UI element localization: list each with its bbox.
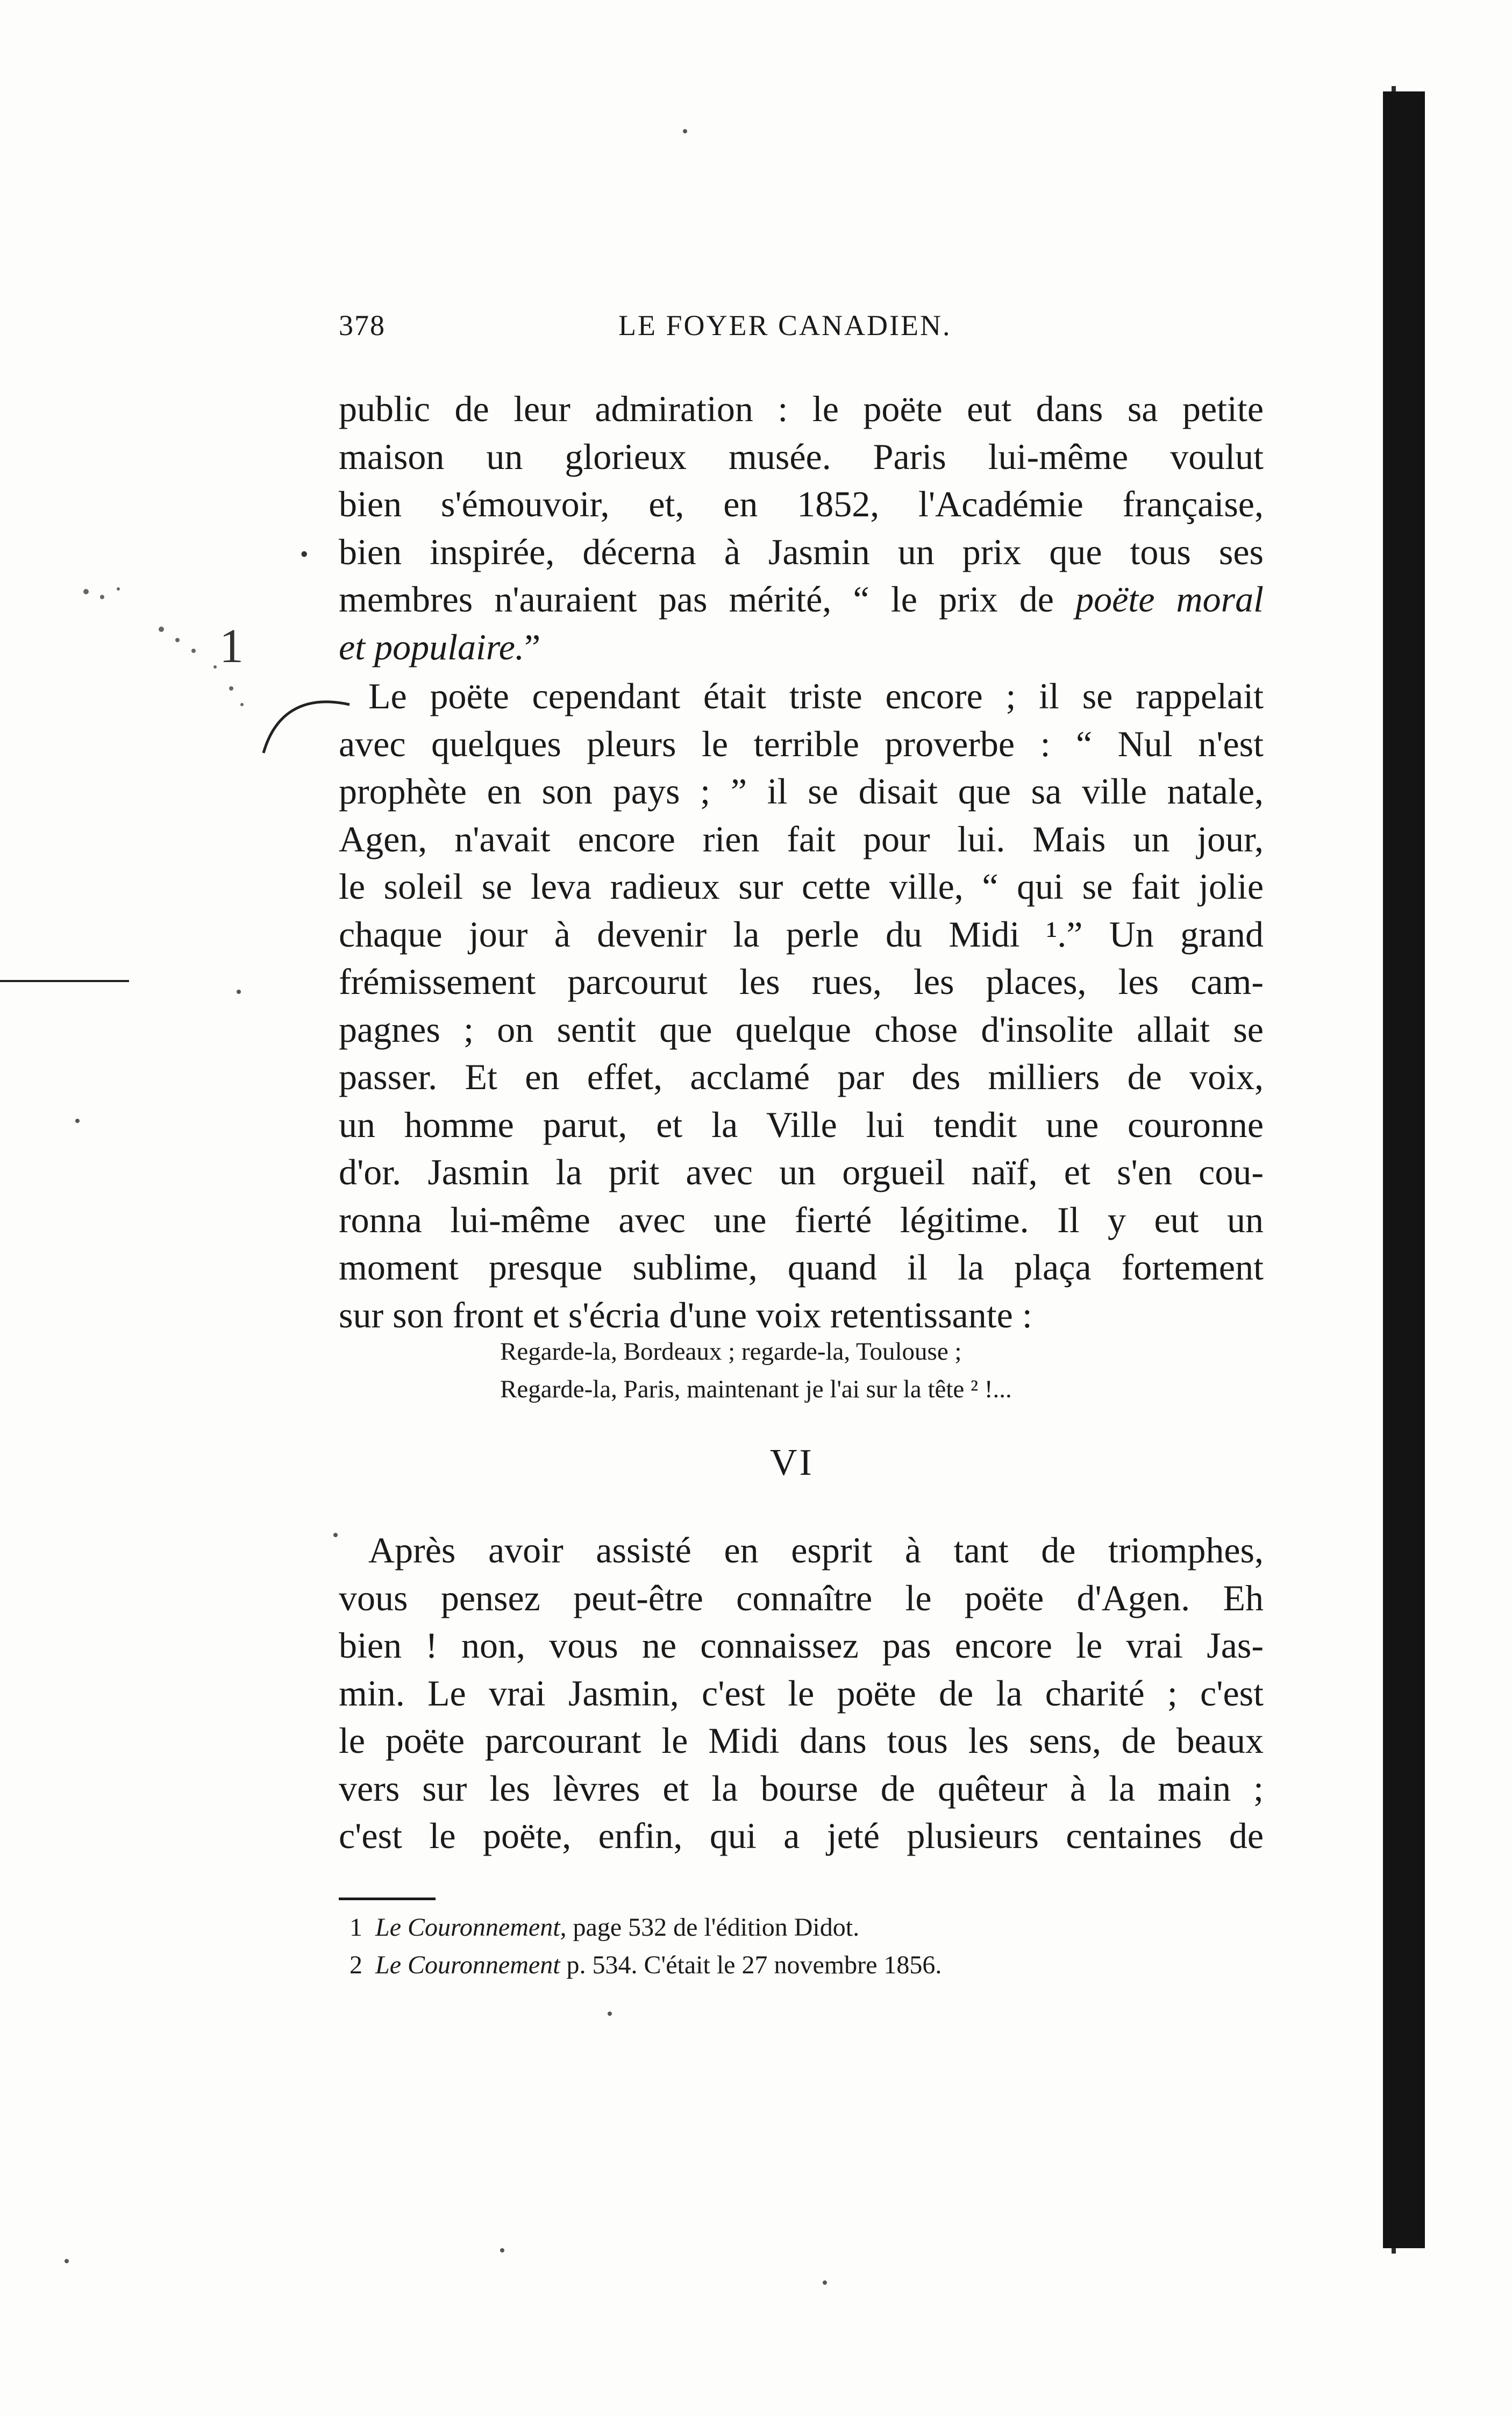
- paragraph-1: [339, 385, 1264, 671]
- journal-title: LE FOYER CANADIEN.: [618, 309, 952, 342]
- footnote-text: page 532 de l'édition Didot.: [573, 1913, 860, 1942]
- paragraph-3: [339, 1526, 1264, 1860]
- text-line: Agen, n'avait encore rien fait pour lui. Mais un jour,: [339, 818, 1264, 859]
- scan-speck: [65, 2259, 69, 2263]
- text-line: moment presque sublime, quand il la plaça fortement: [339, 1247, 1264, 1288]
- text-line: ronna lui-même avec une fierté légitime. Il y eut un: [339, 1199, 1264, 1240]
- margin-bullet: •: [300, 541, 309, 567]
- verse-line: Regarde-la, Paris, maintenant je l'ai sur la tête ² !...: [500, 1375, 1012, 1403]
- page-number: 378: [339, 309, 386, 342]
- text-line: bien s'émouvoir, et, en 1852, l'Académie française,: [339, 484, 1264, 524]
- text-line: prophète en son pays ; ” il se disait que sa ville natale,: [339, 771, 1264, 812]
- verse-line: Regarde-la, Bordeaux ; regarde-la, Toulouse ;: [500, 1338, 962, 1366]
- scan-speck: [823, 2280, 827, 2285]
- text-line: pagnes ; on sentit que quelque chose d'insolite allait se: [339, 1008, 1264, 1050]
- pencil-curve-mark: [258, 683, 355, 758]
- text-line: passer. Et en effet, acclamé par des milliers de voix,: [339, 1056, 1264, 1097]
- footnote-2: [350, 1948, 942, 1982]
- scan-speck: [237, 990, 241, 994]
- text-line: bien ! non, vous ne connaissez pas encore le vrai Jas-: [339, 1625, 1264, 1666]
- text-line: un homme parut, et la Ville lui tendit une couronne: [339, 1104, 1264, 1145]
- text-line: [339, 623, 1264, 671]
- text-line: le soleil se leva radieux sur cette ville, “ qui se fait jolie: [339, 866, 1264, 907]
- scan-speck: [75, 1119, 80, 1123]
- running-head: [339, 299, 1253, 347]
- text-line: vous pensez peut-être connaître le poëte d'Agen. Eh: [339, 1577, 1264, 1618]
- text-line: sur son front et s'écria d'une voix retentissante :: [339, 1294, 1032, 1335]
- text-line: public de leur admiration : le poëte eut dans sa petite: [339, 388, 1264, 429]
- scan-speck: [333, 1533, 338, 1537]
- margin-dash: [0, 980, 129, 982]
- book-spine-edge: [1383, 91, 1425, 2248]
- text-line: vers sur les lèvres et la bourse de quêteur à la main ;: [339, 1767, 1264, 1809]
- closing-quote: ”: [524, 626, 541, 667]
- text-line: min. Le vrai Jasmin, c'est le poëte de la charité ; c'est: [339, 1672, 1264, 1714]
- scan-speck: [500, 2248, 504, 2252]
- italic-text: poëte moral: [1075, 579, 1264, 620]
- footnote-title: Le Couronnement: [375, 1951, 560, 1979]
- footnote-1: [350, 1910, 859, 1945]
- text-line: c'est le poëte, enfin, qui a jeté plusieurs centaines de: [339, 1815, 1264, 1856]
- text-line: avec quelques pleurs le terrible proverbe : “ Nul n'est: [339, 723, 1264, 764]
- italic-text: et populaire.: [339, 626, 524, 667]
- text-line: d'or. Jasmin la prit avec un orgueil naïf, et s'en cou-: [339, 1152, 1264, 1192]
- margin-smudge: [54, 559, 269, 721]
- paragraph-2: [339, 672, 1264, 1339]
- footnote-rule: [339, 1898, 436, 1900]
- footnote-title: Le Couronnement,: [375, 1913, 567, 1942]
- text-line: chaque jour à devenir la perle du Midi ¹.” Un grand: [339, 913, 1264, 955]
- text-segment: membres n'auraient pas mérité, “ le prix de: [339, 579, 1054, 620]
- text-line: Après avoir assisté en esprit à tant de triomphes,: [368, 1530, 1264, 1571]
- text-line: maison un glorieux musée. Paris lui-même voulut: [339, 436, 1264, 477]
- footnote-number: 1: [350, 1913, 362, 1942]
- footnote-number: 2: [350, 1951, 362, 1979]
- scan-speck: [683, 129, 687, 133]
- text-line: Le poëte cependant était triste encore ; il se rappelait: [368, 676, 1264, 716]
- text-line: bien inspirée, décerna à Jasmin un prix que tous ses: [339, 531, 1264, 572]
- text-line: frémissement parcourut les rues, les places, les cam-: [339, 961, 1264, 1002]
- footnote-text: p. 534. C'était le 27 novembre 1856.: [566, 1951, 942, 1979]
- text-line: [339, 575, 1264, 623]
- section-heading: VI: [770, 1442, 814, 1483]
- text-line: le poëte parcourant le Midi dans tous les sens, de beaux: [339, 1720, 1264, 1761]
- scan-speck: [608, 2012, 612, 2016]
- pencil-margin-mark: 1: [219, 620, 244, 673]
